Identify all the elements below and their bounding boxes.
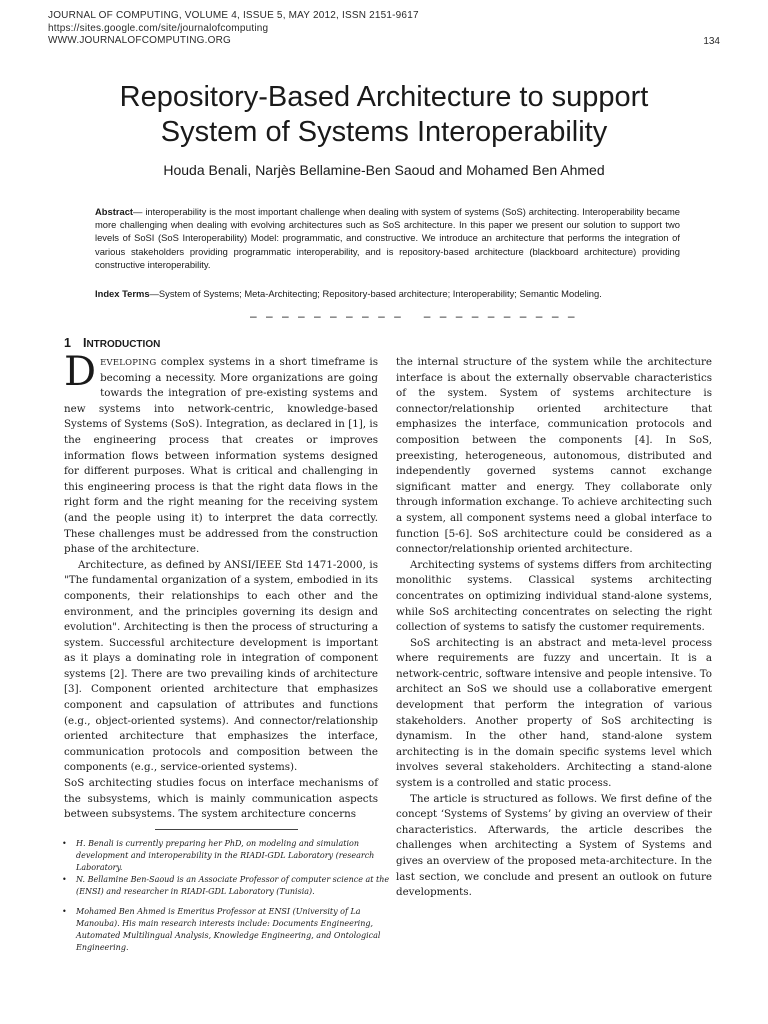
section-divider (250, 307, 578, 325)
section-heading (64, 336, 160, 350)
section-number: 1 (64, 336, 71, 350)
bullet-icon: • (62, 875, 67, 884)
footnote-item (60, 874, 390, 898)
right-paragraph-4: The article is structured as follows. We first define of the concept ‘Systems of Systems’ by giving an overview of their characteristics. Afterwards, the article describes the challenges when architecting a System of Systems and gives an overview of the proposed meta-architecture. In the last section, we conclude and present an outlook on future developments. (396, 792, 712, 899)
right-paragraph-2: Architecting systems of systems differs from architecting monolithic systems. Classical systems architecting concentrates on optimizing individual stand-alone systems, while SoS architecting concentrates on selecting the right collection of systems to satisfy the customer requirements. (396, 558, 712, 634)
right-paragraph-1: the internal structure of the system while the architecture interface is about the externally observable characteristics of the system. System of systems architecture is connector/relationship oriented architecture that emphasizes the interface, communication protocols and composition between the components [4]. In SoS, preexisting, heterogeneous, autonomous, distributed and independently governed systems cannot exchange significant matter and energy. They collaborate only through information exchange. To achieve architecting such a system, all component systems need a global interface to function [5-6]. SoS architecture could be considered as a connector/relationship oriented architecture. (396, 356, 712, 556)
intro-paragraph-3: SoS architecting studies focus on interface mechanisms of the subsystems, which is mainly communication aspects between subsystems. The system architecture concerns (64, 777, 378, 821)
index-terms (95, 287, 695, 300)
paper-authors: Houda Benali, Narjès Bellamine-Ben Saoud and Mohamed Ben Ahmed (163, 162, 605, 178)
diamond-icon (411, 314, 416, 319)
abstract-label: Abstract (95, 206, 134, 217)
drop-cap: D (64, 349, 97, 395)
abstract-text: — interoperability is the most important challenge when dealing with system of systems (SoS) architecting. Interoperability became more challenging when dealing with evolving architectures such as SoS architecture. In this paper we present our solution to support two levels of SoSI (SoS Interoperability) Model: programmatic, and constructive. We introduce an architecture that performs the integration of various stakeholders providing programmatic interoperability, and is repository-based architecture (blackboard architecture) providing constructive interoperability. (95, 206, 680, 270)
bullet-icon: • (62, 907, 67, 916)
intro-paragraph-1-text: complex systems in a short timeframe is becoming a necessity. More organizations are going towards the integration of pre-existing systems and new systems into network-centric, knowledge-based Systems of Systems (SoS). Integration, as declared in [1], is the engineering process that creates or improves information flows between information systems designed for different purposes. What is critical and challenging in this engineering process is that the right data flows in the right form and the right meaning for the receiving system (and the people using it) to interpret the data correctly. These challenges must be addressed from the construction phase of the architecture. (64, 356, 378, 556)
footnote-text: N. Bellamine Ben-Saoud is an Associate Professor of computer science at the (ENSI) and researcher in RIADI-GDL Laboratory (Tunisia). (76, 875, 390, 896)
journal-site[interactable]: WWW.JOURNALOFCOMPUTING.ORG (48, 35, 231, 46)
divider-dashes-left: – – – – – – – – – – (250, 309, 404, 323)
footnotes (60, 838, 390, 954)
right-column (396, 355, 712, 901)
abstract (95, 205, 680, 271)
right-paragraph-3: SoS architecting is an abstract and meta-level process where requirements are fuzzy and uncertain. It is a network-centric, software intensive and people intensive. To architect an SoS we should use a collaborative emergent development that perform the integration of various stakeholders. Another property of SoS architecting is dynamism. In the other hand, stand-alone system architecting is in the domain specific systems level which involves several stakeholders. Architecting a stand-alone system is a controlled and static process. (396, 636, 712, 790)
footnote-gap (60, 898, 390, 906)
page-number: 134 (703, 36, 720, 47)
title-line-1: Repository-Based Architecture to support (119, 81, 649, 113)
index-terms-text: —System of Systems; Meta-Architecting; Repository-based architecture; Interoperability; Semantic Modeling. (149, 288, 602, 299)
section-title-rest: NTRODUCTION (86, 339, 161, 350)
footnote-rule (155, 829, 298, 830)
intro-paragraph-1 (64, 349, 378, 558)
footnote-item (60, 838, 390, 874)
bullet-icon: • (62, 839, 67, 848)
index-terms-label: Index Terms (95, 288, 150, 299)
first-word-smallcaps: EVELOPING (100, 357, 157, 367)
journal-header (48, 10, 720, 48)
divider-dashes-right: – – – – – – – – – – (423, 309, 578, 323)
intro-paragraph-2: Architecture, as defined by ANSI/IEEE Std 1471-2000, is "The fundamental organization of a system, embodied in its components, their relationships to each other and the environment, and the principles governing its design and evolution". Architecting is then the process of structuring a system. Successful architecture development is important as it plays a dominating role in integration of component systems [2]. There are two prevailing kinds of architecture [3]. Component oriented architecture that emphasizes component and capsulation of attributes and functions (e.g., object-oriented systems). And connector/relationship oriented architecture that emphasizes the interface, communication protocols and composition between the components (e.g., service-oriented systems). (64, 558, 378, 774)
paper-title (40, 80, 728, 150)
left-column (64, 349, 378, 823)
footnote-text: Mohamed Ben Ahmed is Emeritus Professor at ENSI (University of La Manouba). His main research interests include: Documents Engineering, Automated Multilingual Analysis, Knowledge Engineering, and Ontological Engineering. (76, 907, 381, 952)
footnote-item (60, 906, 390, 954)
journal-line: JOURNAL OF COMPUTING, VOLUME 4, ISSUE 5, MAY 2012, ISSN 2151-9617 (48, 10, 419, 21)
journal-url[interactable]: https://sites.google.com/site/journalofcomputing (48, 22, 269, 34)
footnote-text: H. Benali is currently preparing her PhD, on modeling and simulation development and interoperability in the RIADI-GDL Laboratory (research Laboratory. (76, 839, 375, 872)
section-title-initial: I (82, 336, 87, 350)
title-line-2: System of Systems Interoperability (160, 116, 608, 148)
